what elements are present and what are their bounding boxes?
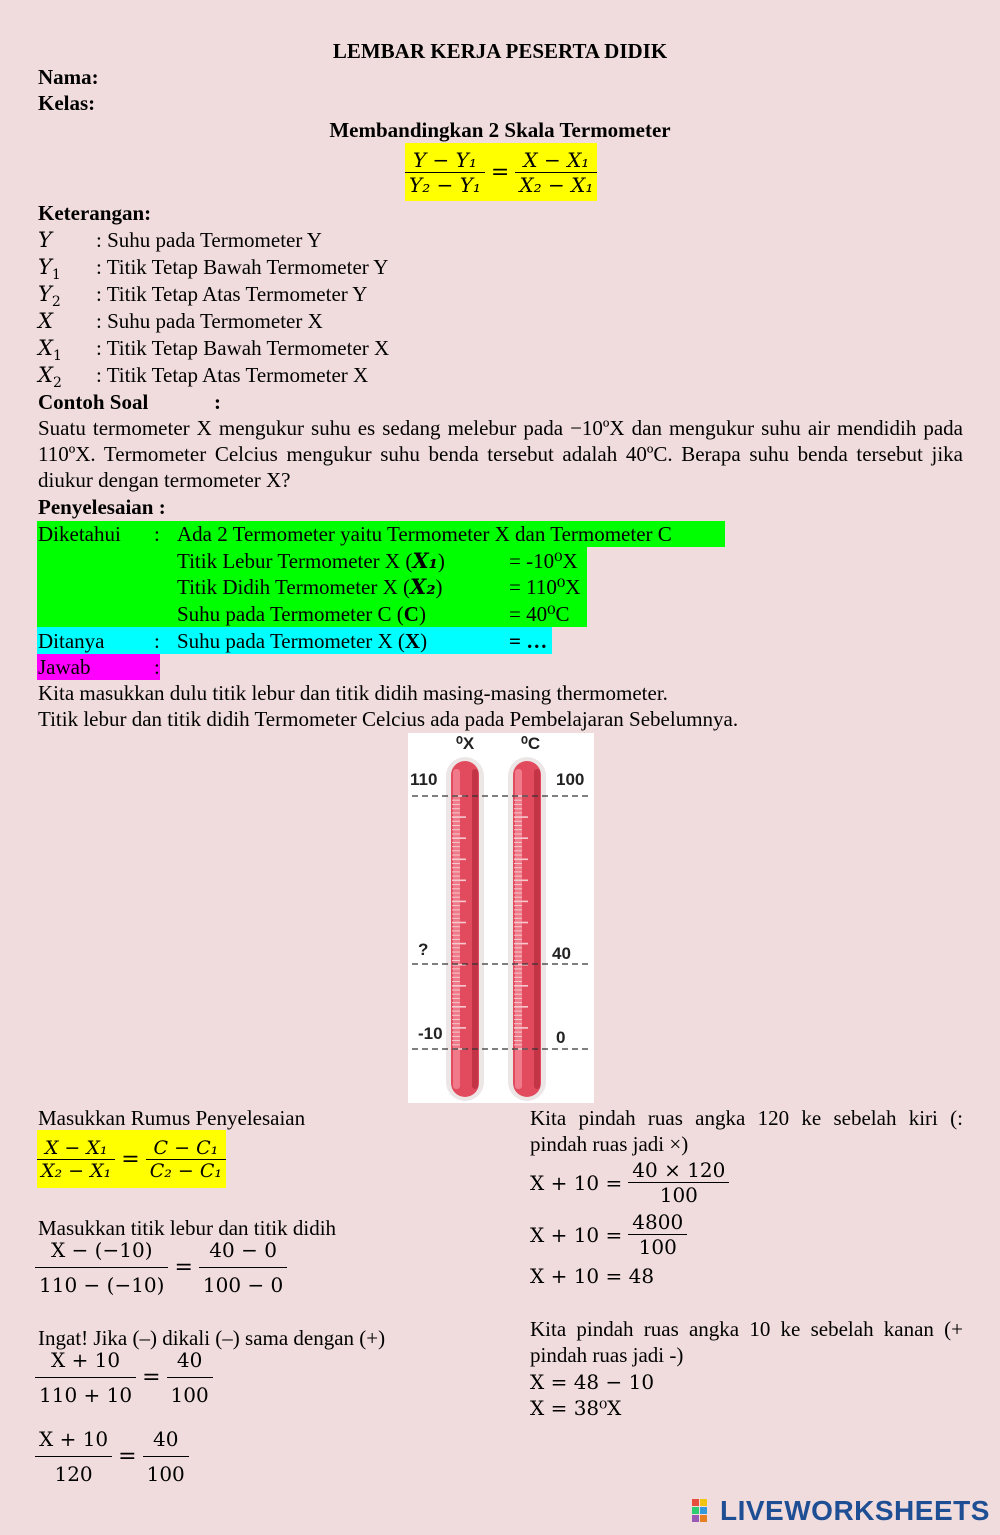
thermo-x-mid: ? (418, 940, 429, 959)
thermo-x-top: 110 (410, 770, 438, 789)
keterangan-symbol: $X_1$ (38, 336, 62, 365)
ditanya-text: Suhu pada Termometer X (X) (177, 629, 428, 653)
step2-lhs-num: X − (−10) (35, 1238, 168, 1268)
step2-title: Masukkan titik lebur dan titik didih (38, 1216, 337, 1240)
contoh-text: Suatu termometer X mengukur suhu es sedang melebur pada −10ºX dan mengukur suhu air mendidih pada 110ºX. Termometer Celcius mengukur suhu benda tersebut adalah 40ºC. Berapa suhu benda tersebut jika diukur dengan termometer X? (38, 416, 963, 492)
ditanya-colon: : (154, 629, 160, 653)
keterangan-symbol: Y (38, 228, 52, 252)
right-step1-text: Kita pindah ruas angka 120 ke sebelah kiri (: pindah ruas jadi ×) (530, 1106, 963, 1156)
right-step1-lhs: X + 10 = (530, 1170, 623, 1195)
jawab-colon: : (154, 655, 160, 679)
step1-lhs-den: X₂ − X₁ (41, 1159, 112, 1182)
step1-lhs (37, 1137, 115, 1182)
diketahui-value-3: = 110⁰X (509, 575, 581, 599)
step3-formula (35, 1348, 213, 1407)
step3-lhs-den: 110 + 10 (39, 1383, 133, 1407)
keterangan-symbol: $Y_1$ (38, 255, 61, 284)
equals-sign: = (142, 1365, 161, 1390)
right-step2-frac (628, 1210, 687, 1259)
contoh-colon: : (214, 390, 221, 414)
step4-formula (35, 1427, 189, 1486)
main-formula-rhs (515, 148, 597, 197)
keterangan-symbol: $X_2$ (38, 363, 62, 392)
keterangan-symbol: $Y_2$ (38, 282, 61, 311)
equals-sign: = (121, 1146, 140, 1172)
step3-lhs (35, 1348, 136, 1407)
keterangan-description: : Titik Tetap Bawah Termometer X (96, 336, 390, 360)
penyelesaian-heading: Penyelesaian : (38, 495, 166, 519)
step3-rhs-den: 100 (170, 1383, 209, 1407)
keterangan-description: : Titik Tetap Atas Termometer X (96, 363, 369, 387)
step2-lhs-den: 110 − (−10) (39, 1273, 165, 1297)
step2-formula (35, 1238, 287, 1297)
right-step3: X + 10 = 48 (530, 1264, 655, 1288)
jawab-line-2: Titik lebur dan titik didih Termometer Celcius ada pada Pembelajaran Sebelumnya. (38, 707, 739, 731)
step3-title: Ingat! Jika (–) dikali (–) sama dengan (+) (38, 1326, 386, 1350)
step2-rhs-den: 100 − 0 (202, 1273, 284, 1297)
jawab-label: Jawab (38, 655, 91, 679)
diketahui-line-1: Ada 2 Termometer yaitu Termometer X dan Termometer C (177, 522, 672, 546)
right-step5: X = 48 − 10 (530, 1370, 655, 1394)
step3-rhs-num: 40 (167, 1348, 213, 1378)
keterangan-heading: Keterangan: (38, 201, 152, 225)
diketahui-line-4: Suhu pada Termometer C (C) (177, 602, 426, 626)
main-formula-lhs-den: Y₂ − Y₁ (409, 172, 481, 197)
step3-lhs-num: X + 10 (35, 1348, 136, 1378)
liveworksheets-logo-text: LIVEWORKSHEETS (720, 1495, 990, 1526)
diketahui-line-2: Titik Lebur Termometer X (X₁) (177, 548, 445, 573)
step1-rhs (146, 1137, 226, 1182)
keterangan-description: : Suhu pada Termometer X (96, 309, 323, 333)
step4-lhs-den: 120 (54, 1462, 93, 1486)
page-title: LEMBAR KERJA PESERTA DIDIK (332, 39, 668, 63)
subtitle: Membandingkan 2 Skala Termometer (329, 118, 671, 142)
kelas-label: Kelas: (38, 91, 96, 115)
nama-label: Nama: (38, 65, 99, 89)
step4-rhs-den: 100 (146, 1462, 185, 1486)
right-step6: X = 38⁰X (530, 1396, 622, 1420)
equals-sign: = (490, 159, 510, 185)
right-step1-num: 40 × 120 (628, 1158, 729, 1183)
step1-formula (37, 1130, 226, 1188)
step3-rhs (167, 1348, 213, 1407)
liveworksheets-logo-icon (690, 1497, 718, 1525)
main-formula-rhs-den: X₂ − X₁ (519, 172, 594, 197)
right-step2-formula (530, 1210, 687, 1259)
step4-lhs (35, 1427, 112, 1486)
step2-lhs (35, 1238, 168, 1297)
right-step1-den: 100 (659, 1183, 698, 1207)
step1-lhs-num: X − X₁ (37, 1137, 115, 1160)
right-step1-frac (628, 1158, 729, 1207)
step4-rhs-num: 40 (143, 1427, 189, 1457)
keterangan-symbol: X (38, 309, 53, 333)
right-step2-lhs: X + 10 = (530, 1222, 623, 1247)
main-formula-lhs (405, 148, 485, 197)
keterangan-description: : Suhu pada Termometer Y (96, 228, 322, 252)
step4-rhs (143, 1427, 189, 1486)
jawab-line-1: Kita masukkan dulu titik lebur dan titik didih masing-masing thermometer. (38, 681, 668, 705)
keterangan-description: : Titik Tetap Bawah Termometer Y (96, 255, 389, 279)
step4-lhs-num: X + 10 (35, 1427, 112, 1457)
diketahui-value-4: = 40⁰C (509, 602, 570, 626)
step2-rhs (199, 1238, 287, 1297)
contoh-heading: Contoh Soal (38, 390, 149, 414)
ditanya-label: Ditanya (38, 629, 105, 653)
thermo-x-unit: ⁰X (456, 734, 475, 753)
equals-sign: = (174, 1255, 193, 1280)
step2-rhs-num: 40 − 0 (199, 1238, 287, 1268)
step1-title: Masukkan Rumus Penyelesaian (38, 1106, 306, 1130)
thermometer-diagram (408, 733, 594, 1103)
thermo-x-bot: -10 (418, 1024, 443, 1043)
right-step2-den: 100 (638, 1235, 677, 1259)
step1-rhs-den: C₂ − C₁ (149, 1159, 223, 1182)
right-step1-formula (530, 1158, 729, 1207)
diketahui-colon: : (154, 522, 160, 546)
thermo-c-top: 100 (556, 770, 585, 789)
step1-rhs-num: C − C₁ (146, 1137, 226, 1160)
equals-sign: = (118, 1444, 137, 1469)
thermo-c-unit: ⁰C (521, 734, 541, 753)
keterangan-description: : Titik Tetap Atas Termometer Y (96, 282, 368, 306)
ditanya-value: = … (509, 629, 548, 653)
right-step4-text: Kita pindah ruas angka 10 ke sebelah kanan (+ pindah ruas jadi -) (530, 1317, 963, 1367)
diketahui-value-2: = -10⁰X (509, 549, 578, 573)
thermo-c-mid: 40 (552, 944, 571, 963)
main-formula-rhs-num: X − X₁ (515, 148, 597, 173)
thermo-c-bot: 0 (556, 1028, 566, 1047)
right-step2-num: 4800 (628, 1210, 687, 1235)
diketahui-line-3: Titik Didih Termometer X (X₂) (177, 574, 443, 599)
main-formula (405, 143, 597, 201)
diketahui-label: Diketahui (38, 522, 121, 546)
main-formula-lhs-num: Y − Y₁ (405, 148, 485, 173)
liveworksheets-logo (690, 1495, 990, 1527)
